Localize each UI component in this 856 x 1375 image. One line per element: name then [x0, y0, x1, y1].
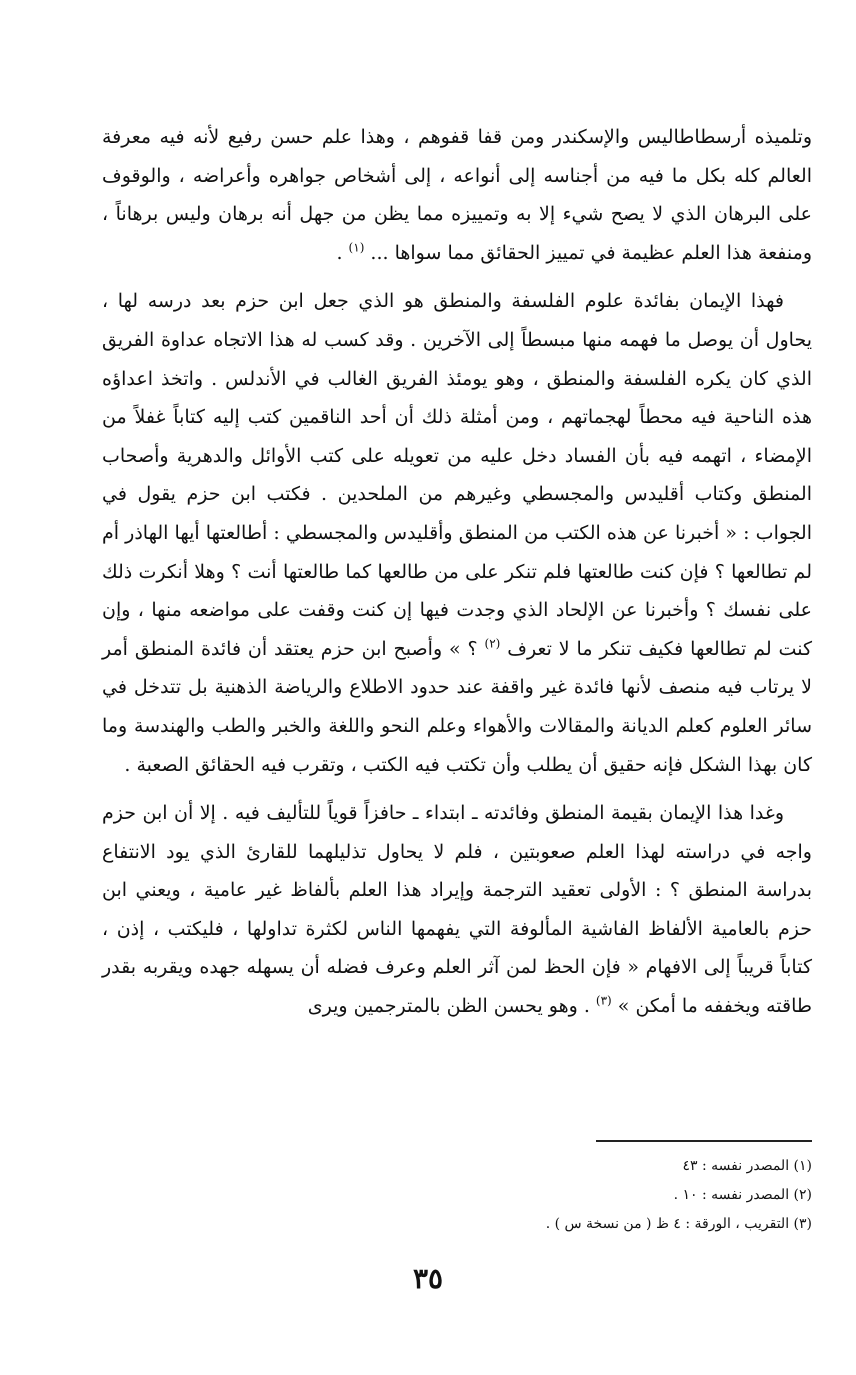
footnote-marker-2: (٢)	[484, 636, 501, 651]
footnote-2: (٢) المصدر نفسه : ١٠ .	[673, 1187, 812, 1203]
footnotes	[212, 1152, 812, 1239]
paragraph-2	[102, 282, 812, 784]
paragraph-text: وغدا هذا الإيمان بقيمة المنطق وفائدته ـ ابتداء ـ حافزاً قوياً للتأليف فيه . إلا أن ابن حزم واجه في دراسته لهذا العلم صعوبتين ، فلم لا يحاول تذليلهما للقارئ الذي يود الانتفاع بدراسة المنطق ؟ : الأولى تعقيد الترجمة وإيراد هذا العلم بألفاظ غير عامية ، ويعني ابن حزم بالعامية الألفاظ الفاشية المألوفة التي يفهمها الناس لكثرة تداولها ، فليكتب ، إذن ، كتاباً قريباً إلى الافهام « فإن الحظ لمن آثر العلم وعرف فضله أن يسهله جهده ويقربه بقدر طاقته ويخففه ما أمكن »	[102, 802, 812, 1018]
page-number: ٣٥	[412, 1262, 444, 1295]
paragraph-end: . وهو يحسن الظن بالمترجمين ويرى	[307, 995, 596, 1018]
footnote-marker-1: (١)	[348, 240, 365, 255]
paragraph-end: ؟ » وأصبح ابن حزم يعتقد أن فائدة المنطق أمر لا يرتاب فيه منصف لأنها فائدة غير واقفة عند حدود الاطلاع والرياضة الذهنية بل تتدخل في سائر العلوم كعلم الديانة والمقالات والأهواء وعلم النحو واللغة والخبر والطب والهندسة وما كان بهذا الشكل فإنه حقيق أن يطلب وأن تكتب فيه الكتب ، وتقرب فيه الحقائق الصعبة .	[102, 637, 812, 776]
paragraph-end: .	[336, 241, 349, 264]
paragraph-1	[102, 118, 812, 272]
footnote-3: (٣) التقريب ، الورقة : ٤ ظ ( من نسخة س ) .	[545, 1216, 812, 1232]
body-text	[102, 118, 812, 1036]
paragraph-text: وتلميذه أرسطاطاليس والإسكندر ومن قفا قفوهم ، وهذا علم حسن رفيع لأنه فيه معرفة العالم كله بكل ما فيه من أجناسه إلى أنواعه ، إلى أشخاص جواهره وأعراضه ، والوقوف على البرهان الذي لا يصح شيء إلا به وتمييزه مما يظن من جهل أنه برهان وليس برهاناً ، ومنفعة هذا العلم عظيمة في تمييز الحقائق مما سواها ...	[102, 126, 812, 264]
footnote-marker-3: (٣)	[595, 993, 612, 1008]
paragraph-3	[102, 794, 812, 1026]
paragraph-text: فهذا الإيمان بفائدة علوم الفلسفة والمنطق هو الذي جعل ابن حزم بعد درسه لها ، يحاول أن يوصل ما فهمه منها مبسطاً إلى الآخرين . وقد كسب له هذا الاتجاه عداوة الفريق الذي كان يكره الفلسفة والمنطق ، وهو يومئذ الفريق الغالب في الأندلس . واتخذ اعداؤه هذه الناحية فيه محطاً لهجماتهم ، ومن أمثلة ذلك أن أحد الناقمين كتب إليه كتاباً غفلاً من الإمضاء ، اتهمه فيه بأن الفساد دخل عليه من تعويله على كتب الأوائل والدهرية وأصحاب المنطق وكتاب أقليدس والمجسطي وغيرهم من الملحدين . فكتب ابن حزم يقول في الجواب : « أخبرنا عن هذه الكتب من المنطق وأقليدس والمجسطي : أطالعتها أيها الهاذر أم لم تطالعها ؟ فإن كنت طالعتها فلم تنكر على من طالعها كما طالعتها أنت ؟ وهلا أنكرت ذلك على نفسك ؟ وأخبرنا عن الإلحاد الذي وجدت فيها إن كنت وقفت على مواضعه منها ، وإن كنت لم تطالعها فكيف تنكر ما لا تعرف	[102, 290, 812, 660]
footnote-divider	[596, 1140, 812, 1142]
footnote-1: (١) المصدر نفسه : ٤٣	[682, 1158, 812, 1174]
